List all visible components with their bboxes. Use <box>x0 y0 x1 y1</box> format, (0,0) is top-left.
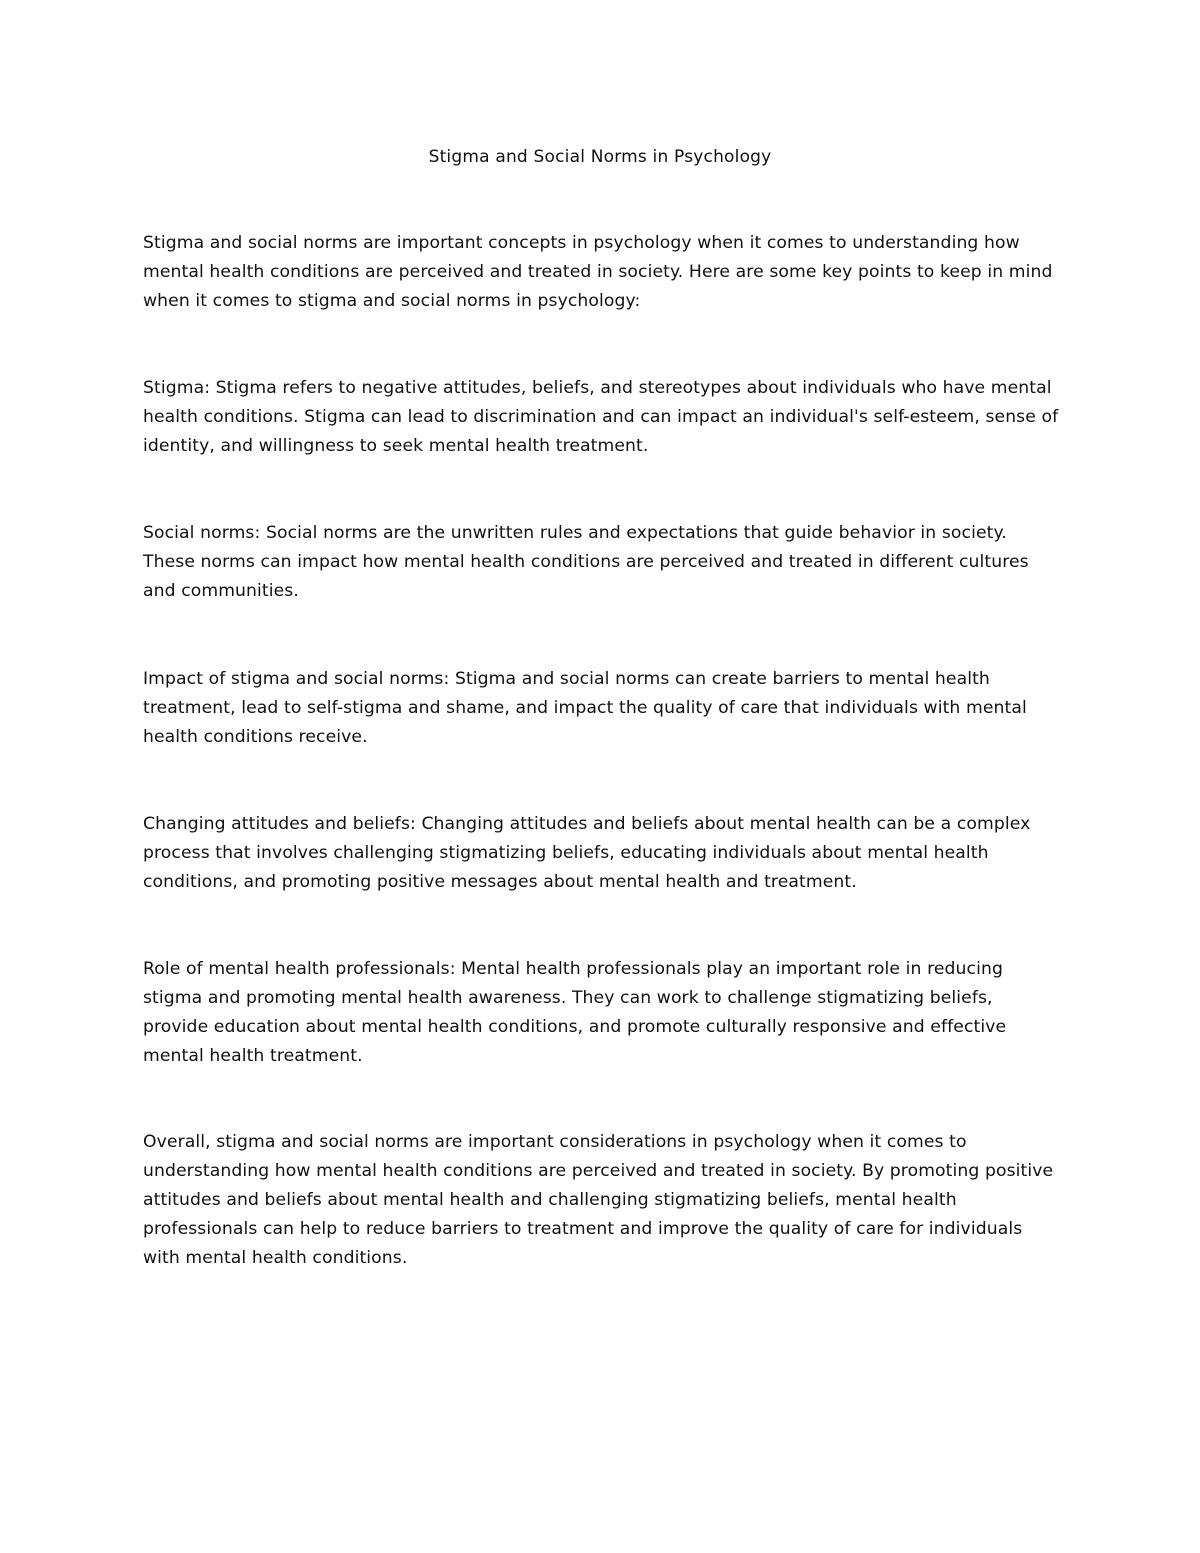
paragraph-changing-attitudes: Changing attitudes and beliefs: Changing attitudes and beliefs about mental health can be a complex process that involves challenging stigmatizing beliefs, educating individuals about mental health conditions, and promoting positive messages about mental health and treatment. <box>143 814 1031 892</box>
paragraph-social-norms: Social norms: Social norms are the unwritten rules and expectations that guide behavior in society. These norms can impact how mental health conditions are perceived and treated in different cultures and communities. <box>143 523 1029 601</box>
paragraph-role-of-professionals: Role of mental health professionals: Mental health professionals play an important role in reducing stigma and promoting mental health awareness. They can work to challenge stigmatizing beliefs, provide education about mental health conditions, and promote culturally responsive and effective mental health treatment. <box>143 959 1007 1066</box>
paragraph-stigma: Stigma: Stigma refers to negative attitudes, beliefs, and stereotypes about individuals who have mental health conditions. Stigma can lead to discrimination and can impact an individual's self-esteem, sense of identity, and willingness to seek mental health treatment. <box>143 378 1059 456</box>
document-title: Stigma and Social Norms in Psychology <box>428 147 772 167</box>
paragraph-introduction: Stigma and social norms are important concepts in psychology when it comes to understanding how mental health conditions are perceived and treated in society. Here are some key points to keep in mind when it comes to stigma and social norms in psychology: <box>143 233 1053 311</box>
paragraph-conclusion: Overall, stigma and social norms are important considerations in psychology when it comes to understanding how mental health conditions are perceived and treated in society. By promoting positive attitudes and beliefs about mental health and challenging stigmatizing beliefs, mental health professionals can help to reduce barriers to treatment and improve the quality of care for individuals with mental health conditions. <box>143 1132 1054 1268</box>
paragraph-impact: Impact of stigma and social norms: Stigma and social norms can create barriers to mental health treatment, lead to self-stigma and shame, and impact the quality of care that individuals with mental health conditions receive. <box>143 669 1027 747</box>
